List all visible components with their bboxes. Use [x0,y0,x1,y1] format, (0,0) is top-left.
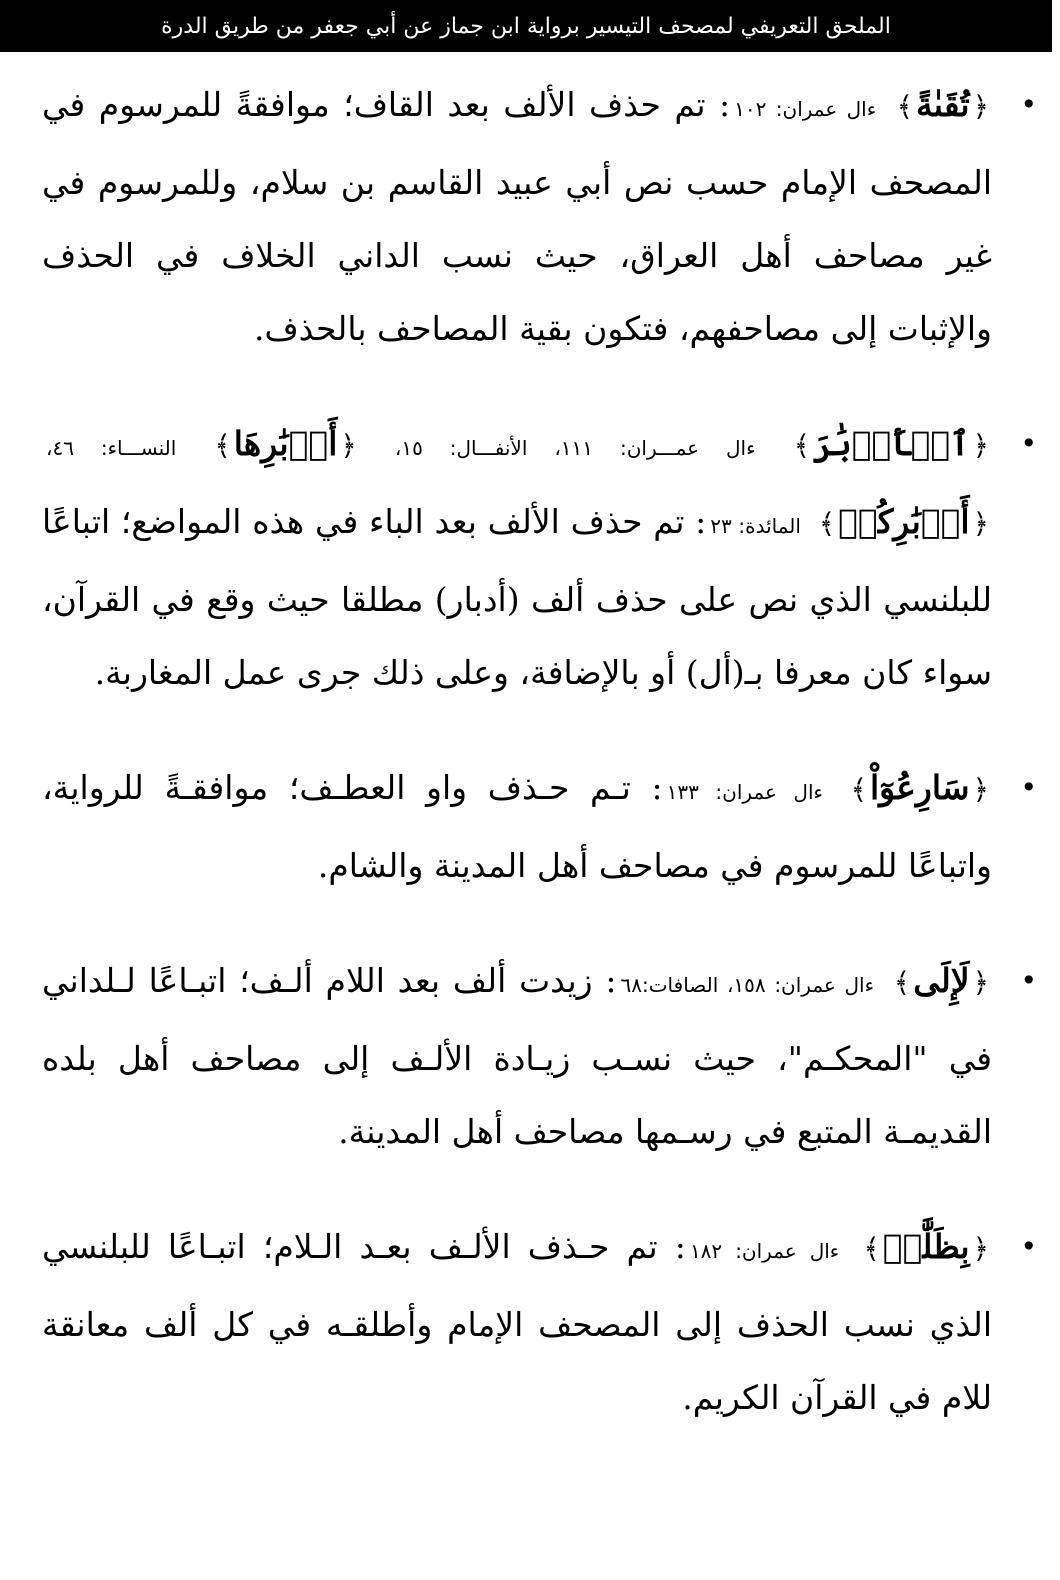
ornament-open-icon: ﴿ [972,966,989,999]
verse-reference: ءال عمران: ١٥٨، الصافات:٦٨ [620,973,874,997]
page-header-title: الملحق التعريفي لمصحف التيسير برواية ابن جماز عن أبي جعفر من طريق الدرة [161,13,891,39]
entry-text: : زيدت ألف بعد اللام ألـف؛ اتبـاعًا لـلداني في "المحكـم"، حيث نسـب زيـادة الألـف إلى مصاحف أهل بلده القديمـة المتبع في رسـمها مصاحف أهل المدينة. [42,961,992,1151]
ornament-close-icon: ﴾ [818,507,836,540]
entry-text: : تم حـذف الألـف بعـد الـلام؛ اتبـاعًا للبلنسي الذي نسب الحذف إلى المصحف الإمام وأطلقـه في كل ألف معانقة للام في القرآن الكريم. [42,1227,992,1417]
entry-text: : تم حذف الألف بعد القاف؛ موافقةً للمرسوم في المصحف الإمام حسب نص أبي عبيد القاسم بن سلام، وللمرسوم في غير مصاحف أهل العراق، حيث نسب الداني الخلاف في الحذف والإثبات إلى مصاحفهم، فتكون بقية المصاحف بالحذف. [42,85,992,348]
ornament-open-icon: ﴿ [972,507,989,540]
ornament-close-icon: ﴾ [793,429,811,462]
ornament-close-icon: ﴾ [896,90,914,123]
ornament-close-icon: ﴾ [893,966,911,999]
ornament-close-icon: ﴾ [850,773,868,806]
ornament-open-icon: ﴿ [972,90,989,123]
bullet-icon: • [1020,771,1037,804]
list-item [42,68,1037,365]
list-item [42,407,1037,709]
list-item [42,944,1037,1168]
bullet-icon: • [1020,1230,1037,1263]
quranic-word: ٱلۡأَدۡبَٰرَ [813,424,970,463]
quranic-word: بِظَلَّٰمٖ [882,1227,970,1266]
list-item [42,751,1037,902]
quranic-word: أَدۡبَٰرِهَا [233,424,338,463]
verse-reference: ءال عمران: ١٣٣ [666,780,823,804]
verse-reference: ءال عمران: ١٠٢ [734,97,877,121]
ornament-close-icon: ﴾ [214,429,231,462]
entry-text: : تم حذف الألف بعد الباء في هذه المواضع؛ اتباعًا للبلنسي الذي نص على حذف ألف (أدبار) مطلقا حيث وقع في القرآن، سواء كان معرفا بـ(أل) أو بالإضافة، وعلى ذلك جرى عمل المغاربة. [42,502,992,692]
quranic-word: سَارِعُوٓاْ [870,768,970,807]
quranic-word: أَدۡبَٰرِكُمۡ [838,502,970,541]
verse-reference: المائدة: ٢٣ [710,514,801,538]
quranic-word: لَإِلَى [913,961,970,1000]
verse-reference: النســـاء: ٤٦، [46,436,177,460]
verse-reference: ءال عمـــران: ١١١، الأنفـــال: ١٥، [394,436,756,460]
header-bar [0,0,1052,52]
ornament-open-icon: ﴿ [972,1232,989,1265]
verse-reference: ءال عمران: ١٨٢ [689,1239,840,1263]
quranic-word: تُقَىٰةً [916,85,970,124]
ornament-open-icon: ﴿ [972,429,989,462]
ornament-close-icon: ﴾ [863,1232,880,1265]
document-body [42,68,1037,1476]
list-item [42,1210,1037,1434]
ornament-open-icon: ﴿ [972,773,989,806]
entry-text: : تـم حـذف واو العطـف؛ موافقـةً للرواية، واتباعًا للمرسوم في مصاحف أهل المدينة والشام. [42,768,992,885]
bullet-icon: • [1020,964,1037,997]
ornament-open-icon: ﴿ [340,429,357,462]
bullet-icon: • [1020,427,1037,460]
bullet-icon: • [1020,88,1037,121]
